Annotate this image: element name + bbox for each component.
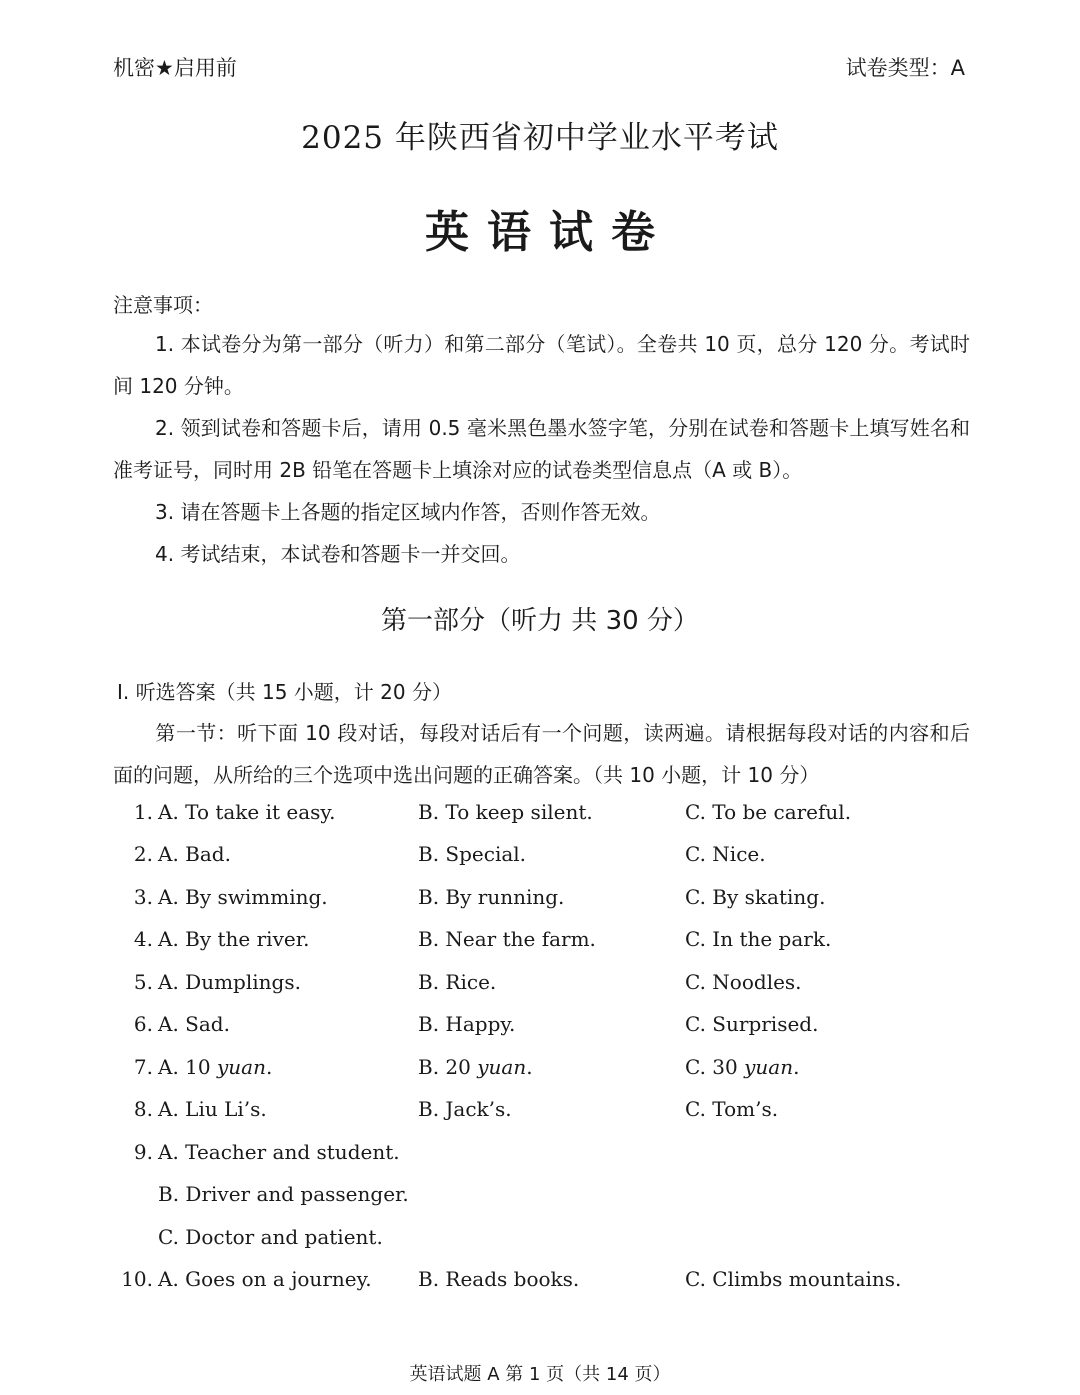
option-c: C. To be careful.	[685, 800, 852, 824]
option-b: B. To keep silent.	[418, 800, 593, 824]
option-c: C. Climbs mountains.	[685, 1267, 902, 1291]
option-c: C. By skating.	[685, 885, 826, 909]
option-c: C. Doctor and patient.	[158, 1225, 383, 1249]
question-row	[113, 885, 983, 927]
question-row	[113, 800, 983, 842]
question-number: 2.	[133, 842, 153, 866]
option-c: C. 30 yuan.	[685, 1055, 800, 1079]
question-row	[113, 927, 983, 969]
question-number: 7.	[133, 1055, 153, 1079]
option-b: B. Special.	[418, 842, 527, 866]
question-row	[113, 970, 983, 1012]
option-c: C. Nice.	[685, 842, 766, 866]
paper-type-label: 试卷类型：A	[845, 56, 965, 80]
question-number: 8.	[133, 1097, 153, 1121]
notice-heading: 注意事项：	[113, 293, 213, 317]
notice-item: 3. 请在答题卡上各题的指定区域内作答，否则作答无效。	[155, 500, 661, 524]
option-a: A. Dumplings.	[158, 970, 301, 994]
subject-title: 英语试卷	[425, 207, 673, 258]
notice-item: 2. 领到试卷和答题卡后，请用 0.5 毫米黑色墨水签字笔，分别在试卷和答题卡上填写姓名和准考证号，同时用 2B 铅笔在答题卡上填涂对应的试卷类型信息点（A 或 B）。	[113, 416, 970, 482]
question-row	[113, 1140, 983, 1182]
option-a: A. Teacher and student.	[158, 1140, 400, 1164]
question-number: 5.	[133, 970, 153, 994]
option-b: B. Jack’s.	[418, 1097, 512, 1121]
page-footer: 英语试题 A 第 1 页（共 14 页）	[409, 1364, 671, 1385]
option-c: C. In the park.	[685, 927, 832, 951]
section-heading: 第一部分（听力 共 30 分）	[381, 606, 699, 636]
option-c: C. Surprised.	[685, 1012, 819, 1036]
option-a: A. Sad.	[158, 1012, 230, 1036]
question-row	[113, 1225, 983, 1267]
option-c: C. Noodles.	[685, 970, 802, 994]
confidential-label: 机密★启用前	[113, 56, 237, 80]
option-b: B. Near the farm.	[418, 927, 596, 951]
option-a: A. To take it easy.	[158, 800, 336, 824]
question-row	[113, 1097, 983, 1139]
question-number: 3.	[133, 885, 153, 909]
question-number: 6.	[133, 1012, 153, 1036]
notice-item: 1. 本试卷分为第一部分（听力）和第二部分（笔试）。全卷共 10 页，总分 120 分。考试时间 120 分钟。	[113, 332, 970, 398]
question-row	[113, 1267, 983, 1309]
option-b: B. Driver and passenger.	[158, 1182, 409, 1206]
option-b: B. Reads books.	[418, 1267, 580, 1291]
question-number: 9.	[133, 1140, 153, 1164]
option-a: A. Goes on a journey.	[158, 1267, 372, 1291]
question-row	[113, 1182, 983, 1224]
notice-item: 4. 考试结束，本试卷和答题卡一并交回。	[155, 542, 521, 566]
option-a: A. By the river.	[158, 927, 310, 951]
question-number: 4.	[133, 927, 153, 951]
option-b: B. Happy.	[418, 1012, 516, 1036]
question-row	[113, 842, 983, 884]
option-a: A. By swimming.	[158, 885, 328, 909]
option-b: B. 20 yuan.	[418, 1055, 533, 1079]
option-b: B. Rice.	[418, 970, 497, 994]
question-number: 10.	[121, 1267, 153, 1291]
option-b: B. By running.	[418, 885, 565, 909]
option-a: A. Bad.	[158, 842, 231, 866]
exam-title: 2025 年陕西省初中学业水平考试	[301, 120, 779, 156]
option-a: A. Liu Li’s.	[158, 1097, 267, 1121]
option-c: C. Tom’s.	[685, 1097, 779, 1121]
question-row	[113, 1012, 983, 1054]
part-heading: Ⅰ. 听选答案（共 15 小题，计 20 分）	[117, 680, 452, 704]
question-number: 1.	[133, 800, 153, 824]
section-instruction: 第一节：听下面 10 段对话，每段对话后有一个问题，读两遍。请根据每段对话的内容和后面的问题，从所给的三个选项中选出问题的正确答案。（共 10 小题，计 10 分）	[113, 721, 970, 787]
question-row	[113, 1055, 983, 1097]
option-a: A. 10 yuan.	[158, 1055, 273, 1079]
